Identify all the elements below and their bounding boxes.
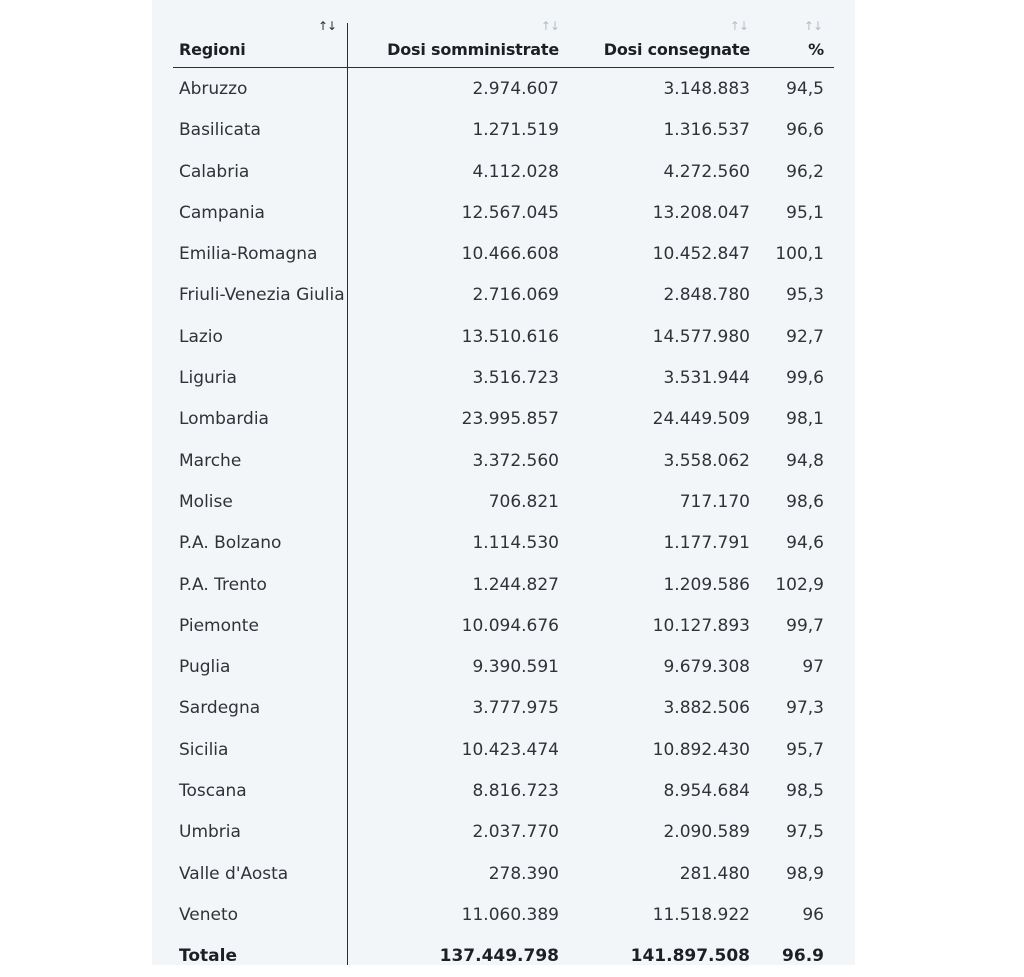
cell-administered: 1.271.519 [472, 120, 559, 141]
cell-delivered: 8.954.684 [663, 781, 750, 802]
cell-delivered: 3.558.062 [663, 450, 750, 471]
cell-delivered: 10.127.893 [652, 615, 750, 636]
cell-percent: 96 [802, 904, 824, 925]
cell-percent: 92,7 [786, 326, 824, 347]
cell-region: Puglia [179, 657, 231, 678]
table-row [173, 274, 834, 315]
cell-delivered: 717.170 [679, 491, 750, 512]
cell-administered: 1.244.827 [472, 574, 559, 595]
cell-region: Veneto [179, 904, 239, 925]
table-row [173, 564, 834, 605]
cell-delivered: 1.316.537 [663, 120, 750, 141]
cell-region: Calabria [179, 161, 250, 182]
cell-delivered: 2.848.780 [663, 285, 750, 306]
cell-percent: 98,1 [786, 409, 824, 430]
cell-percent: 94,6 [786, 533, 824, 554]
cell-delivered: 3.531.944 [663, 368, 750, 389]
table-row [173, 770, 834, 811]
cell-administered: 2.037.770 [472, 822, 559, 843]
cell-percent: 99,7 [786, 615, 824, 636]
total-delivered: 141.897.508 [630, 946, 750, 967]
total-administered: 137.449.798 [439, 946, 559, 967]
cell-percent: 94,8 [786, 450, 824, 471]
cell-delivered: 4.272.560 [663, 161, 750, 182]
header-administered-label: Dosi somministrate [387, 40, 559, 59]
cell-administered: 23.995.857 [461, 409, 559, 430]
cell-percent: 95,7 [786, 739, 824, 760]
cell-region: P.A. Bolzano [179, 533, 282, 554]
cell-region: Abruzzo [179, 79, 248, 99]
cell-percent: 96,2 [786, 161, 824, 182]
cell-region: Sardegna [179, 698, 261, 719]
cell-percent: 96,6 [786, 120, 824, 141]
table-row [173, 729, 834, 770]
cell-region: Liguria [179, 368, 237, 389]
cell-percent: 95,3 [786, 285, 824, 306]
table-row [173, 192, 834, 233]
cell-region: Toscana [179, 781, 247, 802]
table-row [173, 894, 834, 935]
cell-delivered: 9.679.308 [663, 657, 750, 678]
cell-percent: 97 [802, 657, 824, 678]
cell-delivered: 281.480 [679, 863, 750, 884]
cell-percent: 98,6 [786, 491, 824, 512]
cell-delivered: 1.209.586 [663, 574, 750, 595]
cell-percent: 94,5 [786, 79, 824, 99]
cell-administered: 2.974.607 [472, 79, 559, 99]
cell-administered: 278.390 [488, 863, 559, 884]
cell-delivered: 24.449.509 [652, 409, 750, 430]
cell-percent: 98,5 [786, 781, 824, 802]
cell-delivered: 2.090.589 [663, 822, 750, 843]
table-row [173, 481, 834, 522]
header-delivered-label: Dosi consegnate [603, 40, 750, 59]
header-percent-label: % [808, 40, 824, 59]
table-row [173, 853, 834, 894]
cell-region: Basilicata [179, 120, 261, 141]
cell-administered: 12.567.045 [461, 202, 559, 223]
vaccine-doses-table [173, 15, 834, 977]
cell-delivered: 14.577.980 [652, 326, 750, 347]
cell-region: Lazio [179, 326, 223, 347]
cell-administered: 10.466.608 [461, 244, 559, 265]
table-row [173, 233, 834, 274]
cell-delivered: 3.882.506 [663, 698, 750, 719]
cell-region: Sicilia [179, 739, 229, 760]
table-row [173, 357, 834, 398]
table-row [173, 811, 834, 852]
cell-delivered: 10.892.430 [652, 739, 750, 760]
cell-administered: 706.821 [488, 491, 559, 512]
table-header [173, 15, 834, 68]
cell-delivered: 3.148.883 [663, 79, 750, 99]
table-row [173, 68, 834, 109]
table-row [173, 109, 834, 150]
cell-percent: 102,9 [775, 574, 824, 595]
table-row [173, 605, 834, 646]
cell-percent: 97,3 [786, 698, 824, 719]
table-row [173, 316, 834, 357]
cell-administered: 3.516.723 [472, 368, 559, 389]
cell-region: Lombardia [179, 409, 269, 430]
sort-icon[interactable]: ↑↓ [729, 19, 748, 33]
table-row [173, 151, 834, 192]
cell-region: Valle d'Aosta [179, 863, 289, 884]
cell-region: Campania [179, 202, 265, 223]
cell-delivered: 11.518.922 [652, 904, 750, 925]
cell-region: Umbria [179, 822, 241, 843]
cell-administered: 10.094.676 [461, 615, 559, 636]
cell-delivered: 10.452.847 [652, 244, 750, 265]
table-body [173, 68, 834, 935]
cell-administered: 11.060.389 [461, 904, 559, 925]
total-row [173, 935, 834, 976]
table-row [173, 687, 834, 728]
cell-region: Molise [179, 491, 233, 512]
cell-administered: 3.372.560 [472, 450, 559, 471]
cell-delivered: 13.208.047 [652, 202, 750, 223]
cell-region: Marche [179, 450, 242, 471]
cell-delivered: 1.177.791 [663, 533, 750, 554]
cell-administered: 13.510.616 [461, 326, 559, 347]
sort-icon[interactable]: ↑↓ [540, 19, 559, 33]
table-row [173, 440, 834, 481]
table-row [173, 522, 834, 563]
cell-percent: 100,1 [775, 244, 824, 265]
total-percent: 96.9 [782, 946, 824, 967]
cell-region: Emilia-Romagna [179, 244, 318, 265]
cell-percent: 98,9 [786, 863, 824, 884]
cell-region: Piemonte [179, 615, 259, 636]
header-region-label: Regioni [179, 40, 246, 59]
sort-icon[interactable]: ↑↓ [318, 19, 337, 33]
cell-administered: 9.390.591 [472, 657, 559, 678]
cell-administered: 3.777.975 [472, 698, 559, 719]
cell-administered: 8.816.723 [472, 781, 559, 802]
cell-percent: 99,6 [786, 368, 824, 389]
cell-region: P.A. Trento [179, 574, 267, 595]
table-row [173, 646, 834, 687]
cell-region: Friuli-Venezia Giulia [179, 285, 345, 306]
total-label: Totale [179, 946, 237, 967]
cell-administered: 10.423.474 [461, 739, 559, 760]
table-row [173, 398, 834, 439]
cell-administered: 1.114.530 [472, 533, 559, 554]
cell-percent: 95,1 [786, 202, 824, 223]
cell-administered: 4.112.028 [472, 161, 559, 182]
cell-administered: 2.716.069 [472, 285, 559, 306]
cell-percent: 97,5 [786, 822, 824, 843]
sort-icon[interactable]: ↑↓ [803, 19, 822, 33]
